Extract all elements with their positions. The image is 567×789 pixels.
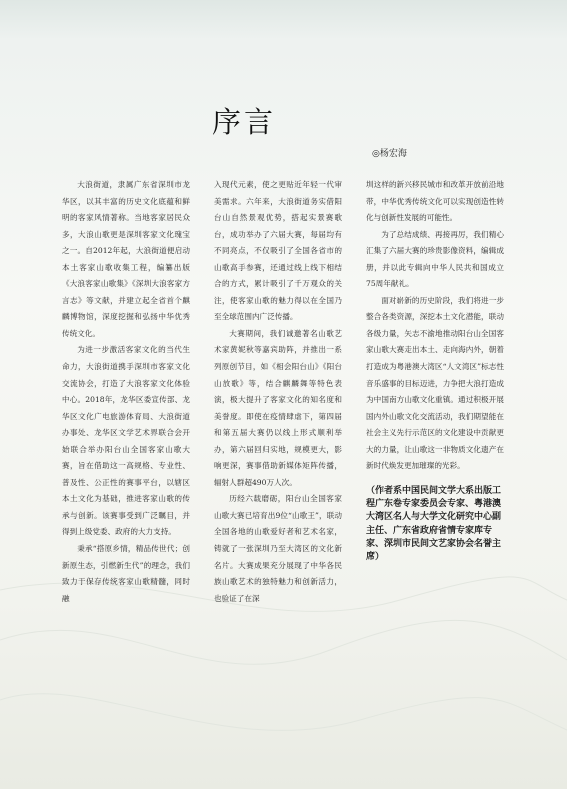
author-byline: ◎杨宏海 <box>372 149 407 159</box>
paragraph: 大浪街道，隶属广东省深圳市龙华区，以其丰富的历史文化底蕴和鲜明的客家风情著称。当地客家居民众多，大浪山歌更是深圳客家文化瑰宝之一。自2012年起，大浪街道便启动本土客家山歌收集工程，编纂出版《大浪客家山歌集》《深圳大浪客家方言志》等文献，并建立起全省首个麒麟博物馆，深度挖掘和弘扬中华优秀传统文化。 <box>62 180 190 338</box>
paragraph: 面对崭新的历史阶段，我们将进一步整合各类资源，深挖本土文化潜能，联动各级力量，矢志不渝地推动阳台山全国客家山歌大赛走出本土、走向海内外，朝着打造成为粤港澳大湾区“人文湾区”标志性音乐盛事的目标迈进，力争把大浪打造成为中国南方山歌文化重镇。通过积极开展国内外山歌文化交流活动，我们期望能在社会主义先行示范区的文化建设中贡献更大的力量，让山歌这一非物质文化遗产在新时代焕发更加璀璨的光彩。 <box>366 295 504 471</box>
paragraph: 历经六载磨砺，阳台山全国客家山歌大赛已培育出9位“山歌王”，联动全国各地的山歌爱好者和艺术名家，铸就了一张深圳乃至大湾区的文化新名片。大赛成果充分展现了中华各民族山歌艺术的独特魅力和创新活力，也验证了在深 <box>214 494 342 603</box>
text-column-1 <box>62 177 190 607</box>
page-title: 序言 <box>212 105 277 139</box>
author-signature: （作者系中国民间文学大系出版工程广东卷专家委员会专家、粤港澳大湾区名人与大学文化研究中心副主任、广东省政府省情专家库专家、深圳市民间文艺家协会名誉主席） <box>366 485 502 563</box>
paragraph: 为进一步激活客家文化的当代生命力，大浪街道携手深圳市客家文化交流协会，打造了大浪客家文化体验中心。2018年，龙华区委宣传部、龙华区文化广电旅游体育局、大浪街道办事处、龙华区文学艺术界联合会开始联合举办阳台山全国客家山歌大赛，旨在借助这一高规格、专业性、普及性、公正性的赛事平台，以辖区本土文化为基础，推进客家山歌的传承与创新。该赛事受到广泛瞩目，并得到上级党委、政府的大力支持。 <box>62 345 190 537</box>
paragraph: 为了总结成绩、再接再厉，我们精心汇集了六届大赛的珍贵影像资料，编辑成册，并以此专辑向中华人民共和国成立75周年献礼。 <box>366 229 504 289</box>
text-column-3 <box>366 177 504 565</box>
paragraph: 入现代元素，使之更贴近年轻一代审美需求。六年来，大浪街道务实借阳台山自然景观优势，搭起实景赛歌台，成功举办了六届大赛，每届均有不同亮点，不仅吸引了全国各省市的山歌高手参赛，还通过线上线下相结合的方式，累计吸引了千万观众的关注，使客家山歌的魅力得以在全国乃至全球范围内广泛传播。 <box>214 180 342 322</box>
text-column-2 <box>214 177 342 607</box>
paragraph: 秉承“搭原乡情，精品传世代；创新原生态，引燃新生代”的理念，我们致力于保存传统客家山歌精髓，同时融 <box>62 544 190 603</box>
paragraph: 大赛期间，我们诚邀著名山歌艺术家黄妮秋等嘉宾助阵，并推出一系列原创节目，如《相会阳台山》《阳台山放歌》等，结合麒麟舞等特色表演，极大提升了客家文化的知名度和美誉度。即使在疫情肆虐下，第四届和第五届大赛仍以线上形式顺利举办，第六届回归实地，规模更大，影响更深，赛事借助新媒体矩阵传播，辐射人群超490万人次。 <box>214 328 342 487</box>
paragraph: 圳这样的新兴移民城市和改革开放前沿地带，中华优秀传统文化可以实现创造性转化与创新性发展的可能性。 <box>366 180 504 223</box>
